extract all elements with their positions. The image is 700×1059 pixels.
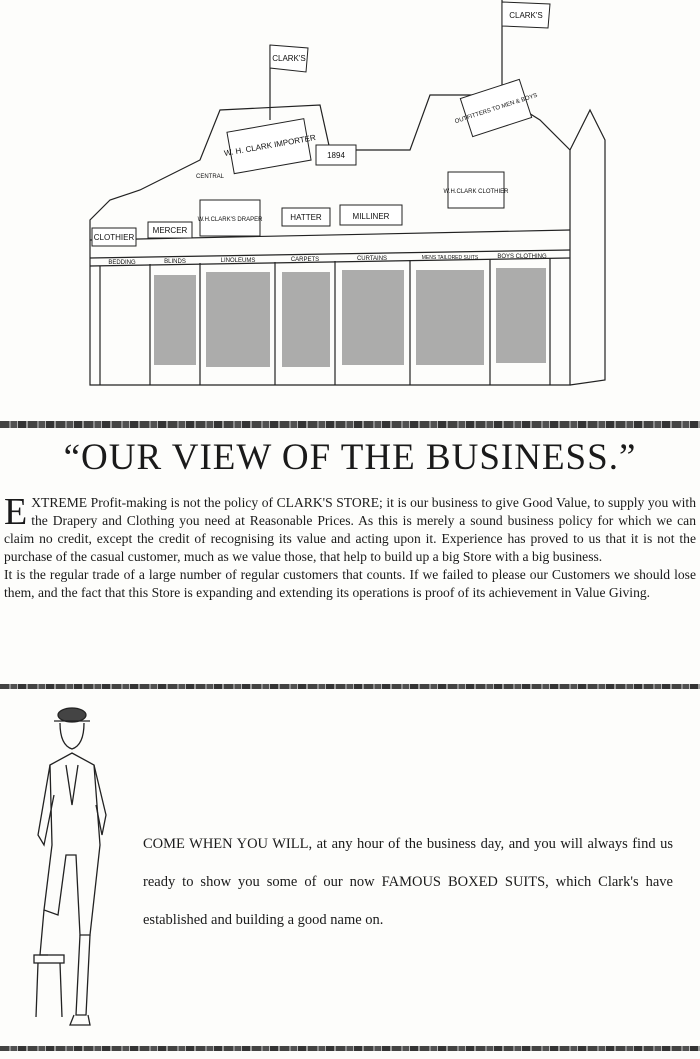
flag-left-text: CLARK'S xyxy=(272,54,306,63)
divider-top xyxy=(0,421,700,428)
paragraph-1-text: XTREME Profit-making is not the policy of CLARK'S STORE; it is our business to give Good Value, to supply you with the Drapery and Clothing you need at Reasonable Prices. As this is merely a sound business policy for which we can claim no credit, except the credit of recognising its value and acting upon it. Experience has proved to us that it is not the purchase of the casual customer, much as we value those, that help to build up a big Store with a big business. xyxy=(4,495,696,564)
sign-mens-suits: MENS TAILORED SUITS xyxy=(421,255,479,261)
sign-year: 1894 xyxy=(327,151,345,160)
page-title: “OUR VIEW OF THE BUSINESS.” xyxy=(63,437,637,478)
sign-milliner: MILLINER xyxy=(352,212,390,221)
sign-clothier-left: CLOTHIER xyxy=(93,233,135,242)
sign-boys-clothing: BOYS CLOTHING xyxy=(497,254,547,260)
sign-curtains: CURTAINS xyxy=(356,256,388,262)
sign-central: CENTRAL xyxy=(195,174,225,180)
sign-hatter: HATTER xyxy=(290,213,322,222)
sign-carpets: CARPETS xyxy=(290,257,320,263)
drop-cap: E xyxy=(4,491,28,533)
divider-bottom xyxy=(0,1046,700,1051)
promo-text: COME WHEN YOU WILL, at any hour of the business day, and you will always find us ready to show you some of our now FAMOUS BOXED SUITS, which Clark's have established and building a good name on. xyxy=(143,836,673,928)
sign-linoleums: LINOLEUMS xyxy=(220,258,256,264)
sign-mercer: MERCER xyxy=(152,226,188,235)
sign-draper: W.H.CLARK'S DRAPER xyxy=(197,217,263,223)
article xyxy=(4,491,696,602)
divider-middle xyxy=(0,684,700,689)
sign-bedding: BEDDING xyxy=(108,260,136,266)
flag-right-text: CLARK'S xyxy=(509,11,543,20)
sign-blinds: BLINDS xyxy=(164,259,186,265)
article-paragraph-1 xyxy=(4,491,696,566)
article-paragraph-2: It is the regular trade of a large number of regular customers that counts. If we failed to please our Customers we should lose them, and the fact that this Store is expanding and extending its operations is proof of its achievement in Value Giving. xyxy=(4,567,696,600)
sign-outfitters: OUTFITTERS TO MEN & BOYS xyxy=(454,92,539,126)
sign-importer: W. H. CLARK IMPORTER xyxy=(223,133,317,158)
store-illustration xyxy=(70,0,630,398)
sign-clothier: W.H.CLARK CLOTHIER xyxy=(443,189,509,195)
man-in-suit-illustration xyxy=(30,705,140,1035)
